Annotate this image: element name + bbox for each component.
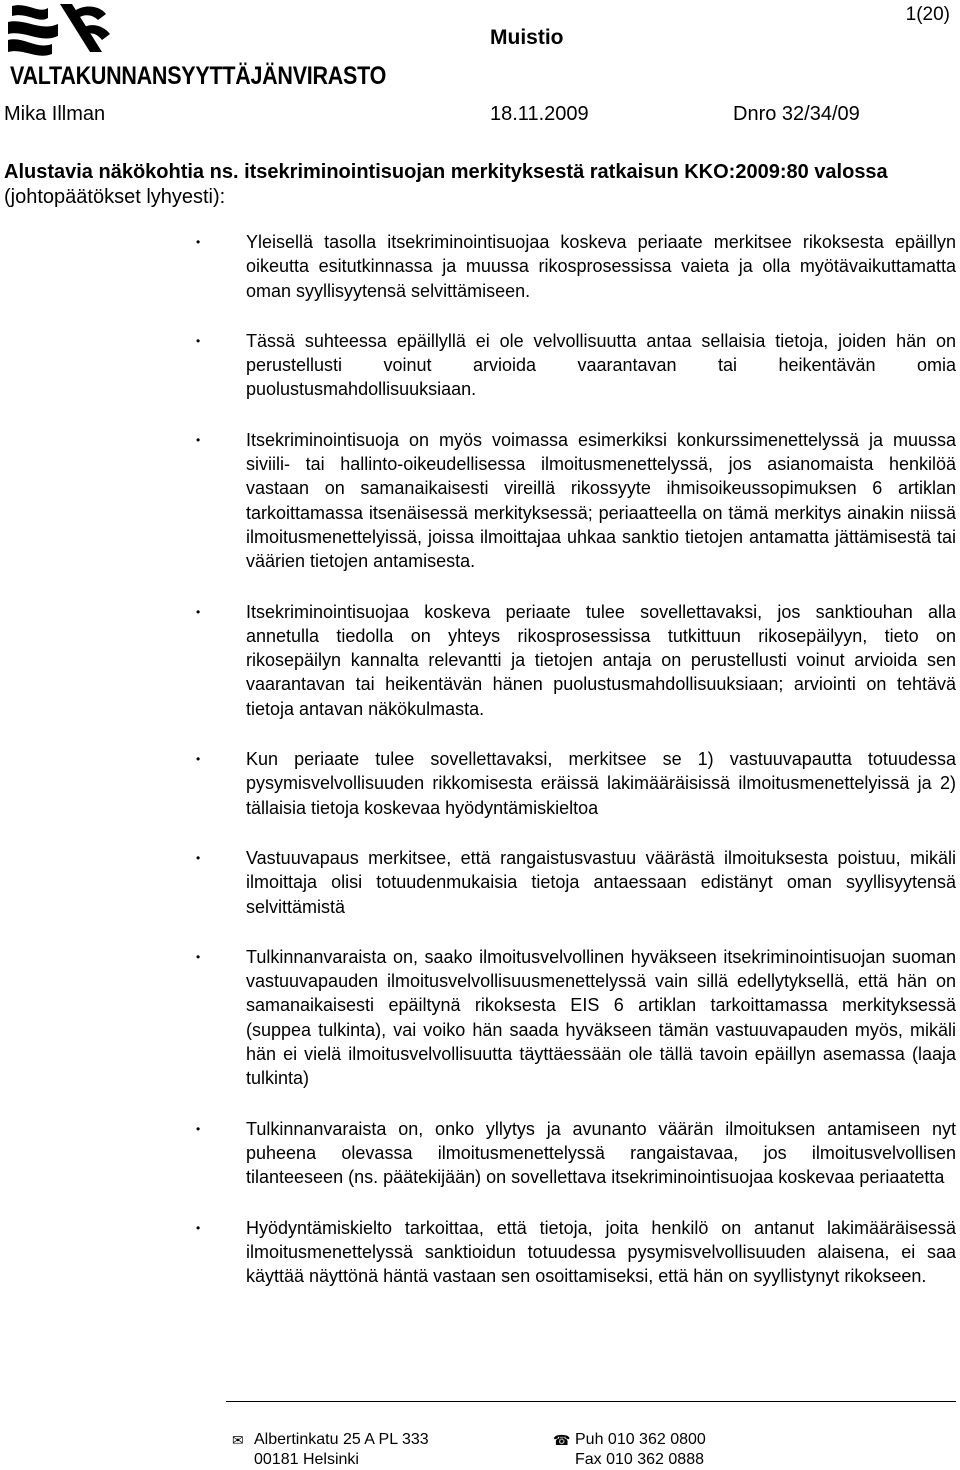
document-type: Muistio — [490, 26, 564, 49]
list-item: • Kun periaate tulee sovellettavaksi, merkitsee se 1) vastuuvapautta totuudessa pysymisvelvollisuuden rikkomisesta eräissä lakimääräisissä ilmoitusmenettelyissä ja 2) tällaisia tietoja koskevaa hyödyntämiskieltoa — [196, 749, 956, 818]
address-line-2: 00181 Helsinki — [254, 1451, 359, 1468]
footer-contact — [553, 1430, 706, 1470]
address-line-1: Albertinkatu 25 A PL 333 — [254, 1431, 429, 1448]
fax-number: Fax 010 362 0888 — [575, 1451, 704, 1468]
list-item: • Hyödyntämiskielto tarkoittaa, että tietoja, joita henkilö on antanut lakimääräisessä ilmoitusmenettelyssä sanktioidun totuudessa pysymisvelvollisuuden alaisena, ei saa käyttää näyttönä häntä vastaan sen osoittamiseksi, että hän on syyllistynyt rikokseen. — [196, 1217, 956, 1287]
document-number: Dnro 32/34/09 — [733, 103, 860, 125]
heading-bold: Alustavia näkökohtia ns. itsekriminointisuojan merkityksestä ratkaisun KKO:2009:80 valossa — [4, 161, 888, 183]
list-item: • Tulkinnanvaraista on, onko yllytys ja avunanto väärän ilmoituksen antamiseen nyt puheena olevassa ilmoitusmenettelyssä rangaistavaa, jos ilmoitusvelvollisen tilanteeseen (ns. päätekijään) on sovellettava itsekriminointisuojaa koskevaa periaatetta — [196, 1118, 956, 1188]
document-date: 18.11.2009 — [490, 103, 589, 125]
agency-name: VALTAKUNNANSYYTTÄJÄNVIRASTO — [10, 62, 387, 90]
bullet-icon: • — [196, 333, 201, 348]
list-item: • Tulkinnanvaraista on, saako ilmoitusvelvollinen hyväkseen itsekriminointisuojan suoman vastuuvapauden ilmoitusvelvollisuusmenettelyssä vain sillä edellytyksellä, että hän on samanaikaisesti epäiltynä rikoksesta EIS 6 artiklan tarkoittamassa merkityksessä (suppea tulkinta), vai voiko hän saada hyväkseen tämän vastuuvapauden myös, mikäli hän ei vielä ilmoitusvelvollisuutta täyttäessään ole tällä tavoin epäillyn asemassa (laaja tulkinta) — [196, 946, 956, 1089]
heading-normal: (johtopäätökset lyhyesti): — [4, 186, 226, 208]
list-item: • Itsekriminointisuojaa koskeva periaate tulee sovellettavaksi, jos sanktiouhan alla annetulla tiedolla on yhteys rikosprosessissa tutkittuun rikosepäilyyn, tieto on rikosepäilyn kannalta relevantti ja tietojen antaja on perustellusti voinut arvioida sen vaarantavan tai heikentävän hänen puolustusmahdollisuuksiaan; arviointi on tehtävä tietoja antavan näkökulmasta. — [196, 601, 956, 719]
document-heading — [4, 160, 954, 210]
envelope-icon: ✉ — [232, 1432, 244, 1448]
phone-number: Puh 010 362 0800 — [575, 1431, 706, 1448]
page-number: 1(20) — [905, 4, 950, 25]
footer-address — [232, 1430, 429, 1470]
bullet-icon: • — [196, 432, 201, 447]
bullet-icon: • — [196, 752, 201, 767]
agency-logo — [6, 0, 387, 95]
bullet-icon: • — [196, 1121, 201, 1136]
bullet-icon: • — [196, 1220, 201, 1235]
footer-divider — [226, 1401, 956, 1402]
list-item: • Tässä suhteessa epäillyllä ei ole velvollisuutta antaa sellaisia tietoja, joiden hän on perustellusti voinut arvioida vaarantavan tai heikentävän omia puolustusmahdollisuuksiaan. — [196, 330, 956, 400]
conclusions-list — [0, 230, 960, 1288]
bullet-icon: • — [196, 604, 201, 619]
phone-icon: ☎ — [553, 1432, 571, 1448]
author: Mika Illman — [4, 103, 106, 125]
bullet-icon: • — [196, 850, 201, 865]
list-item: • Itsekriminointisuoja on myös voimassa esimerkiksi konkurssimenettelyssä ja muussa siviili- tai hallinto-oikeudellisessa ilmoitusmenettelyssä, jos asianomaista henkilöä vastaan on samanaikaisesti vireillä rikossyyte ihmisoikeussopimuksen 6 artiklan tarkoittamassa itsenäisessä merkityksessä; periaatteella on tämä merkitys ainakin niissä ilmoitusmenettelyissä, joissa ilmoittajaa uhkaa sanktio tietojen antamatta jättämisestä tai väärien tietojen antamisesta. — [196, 429, 956, 572]
bullet-icon: • — [196, 235, 201, 249]
bullet-icon: • — [196, 949, 201, 964]
agency-emblem-icon — [6, 0, 116, 60]
list-item: • Yleisellä tasolla itsekriminointisuojaa koskeva periaate merkitsee rikoksesta epäillyn oikeutta esitutkinnassa ja muussa rikosprosessissa vaieta ja olla myötävaikuttamatta oman syyllisyytensä selvittämiseen. — [196, 232, 956, 301]
list-item: • Vastuuvapaus merkitsee, että rangaistusvastuu väärästä ilmoituksesta poistuu, mikäli ilmoittaja olisi totuudenmukaisia tietoja antaessaan edistänyt oman syyllisyytensä selvittämistä — [196, 847, 956, 917]
